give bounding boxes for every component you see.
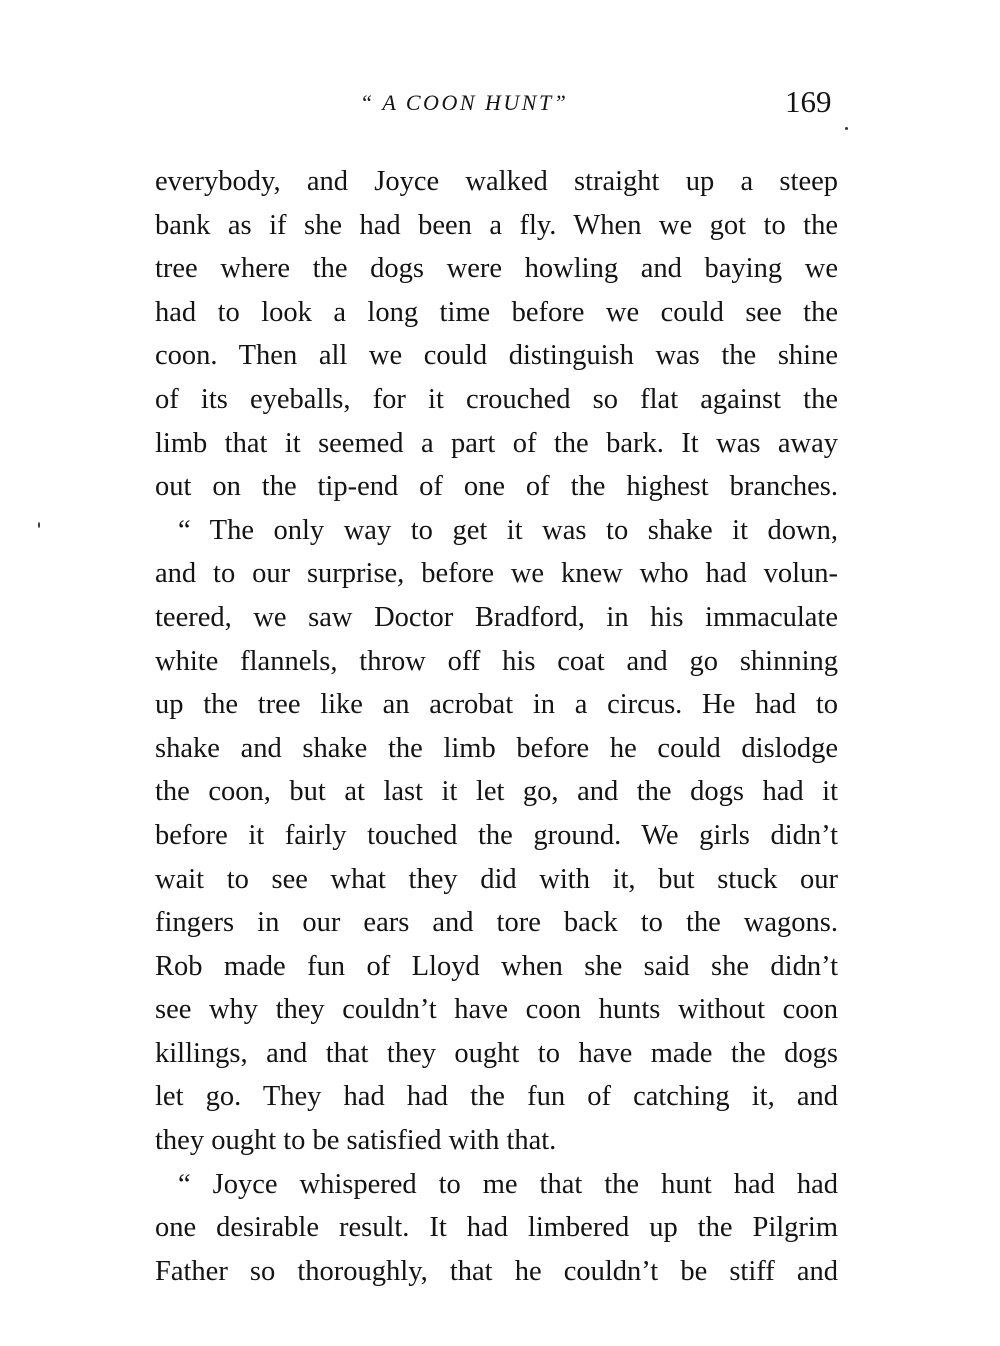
text-line: teered, we saw Doctor Bradford, in his immaculate [155, 601, 838, 633]
text-line: Father so thoroughly, that he couldn’t be stiff and [155, 1255, 838, 1287]
text-line: one desirable result. It had limbered up the Pilgrim [155, 1212, 838, 1244]
text-line: killings, and that they ought to have made the dogs [155, 1037, 838, 1069]
text-line: white flannels, throw off his coat and go shinning [155, 645, 838, 677]
scan-speck [38, 522, 40, 528]
text-line: the coon, but at last it let go, and the dogs had it [155, 776, 838, 808]
text-line: bank as if she had been a fly. When we got to the [155, 209, 838, 241]
text-line: had to look a long time before we could see the [155, 296, 838, 328]
paragraph-start-line: “ Joyce whispered to me that the hunt had had [178, 1168, 838, 1200]
text-line: everybody, and Joyce walked straight up a steep [155, 166, 838, 197]
text-line: coon. Then all we could distinguish was the shine [155, 340, 838, 372]
text-line: see why they couldn’t have coon hunts without coon [155, 994, 838, 1026]
text-line: fingers in our ears and tore back to the wagons. [155, 907, 838, 939]
text-line: shake and shake the limb before he could dislodge [155, 732, 838, 764]
text-line: of its eyeballs, for it crouched so flat against the [155, 383, 838, 415]
text-line: up the tree like an acrobat in a circus. He had to [155, 689, 838, 721]
text-line: limb that it seemed a part of the bark. It was away [155, 427, 838, 459]
running-title: “ A COON HUNT” [360, 90, 569, 115]
text-line: wait to see what they did with it, but stuck our [155, 863, 838, 895]
body-text [155, 160, 838, 1293]
paragraph-end-line: they ought to be satisfied with that. [155, 1125, 557, 1157]
page-number: 169 [785, 84, 832, 119]
paragraph-start-line: “ The only way to get it was to shake it down, [178, 514, 838, 546]
text-line: let go. They had had the fun of catching it, and [155, 1081, 838, 1113]
scan-speck [845, 127, 848, 130]
text-line: tree where the dogs were howling and baying we [155, 253, 838, 285]
text-line: and to our surprise, before we knew who had volun- [155, 558, 838, 590]
text-line: Rob made fun of Lloyd when she said she didn’t [155, 950, 838, 982]
running-head [0, 84, 1000, 128]
text-line: before it fairly touched the ground. We girls didn’t [155, 819, 838, 851]
text-line: out on the tip-end of one of the highest branches. [155, 471, 838, 503]
